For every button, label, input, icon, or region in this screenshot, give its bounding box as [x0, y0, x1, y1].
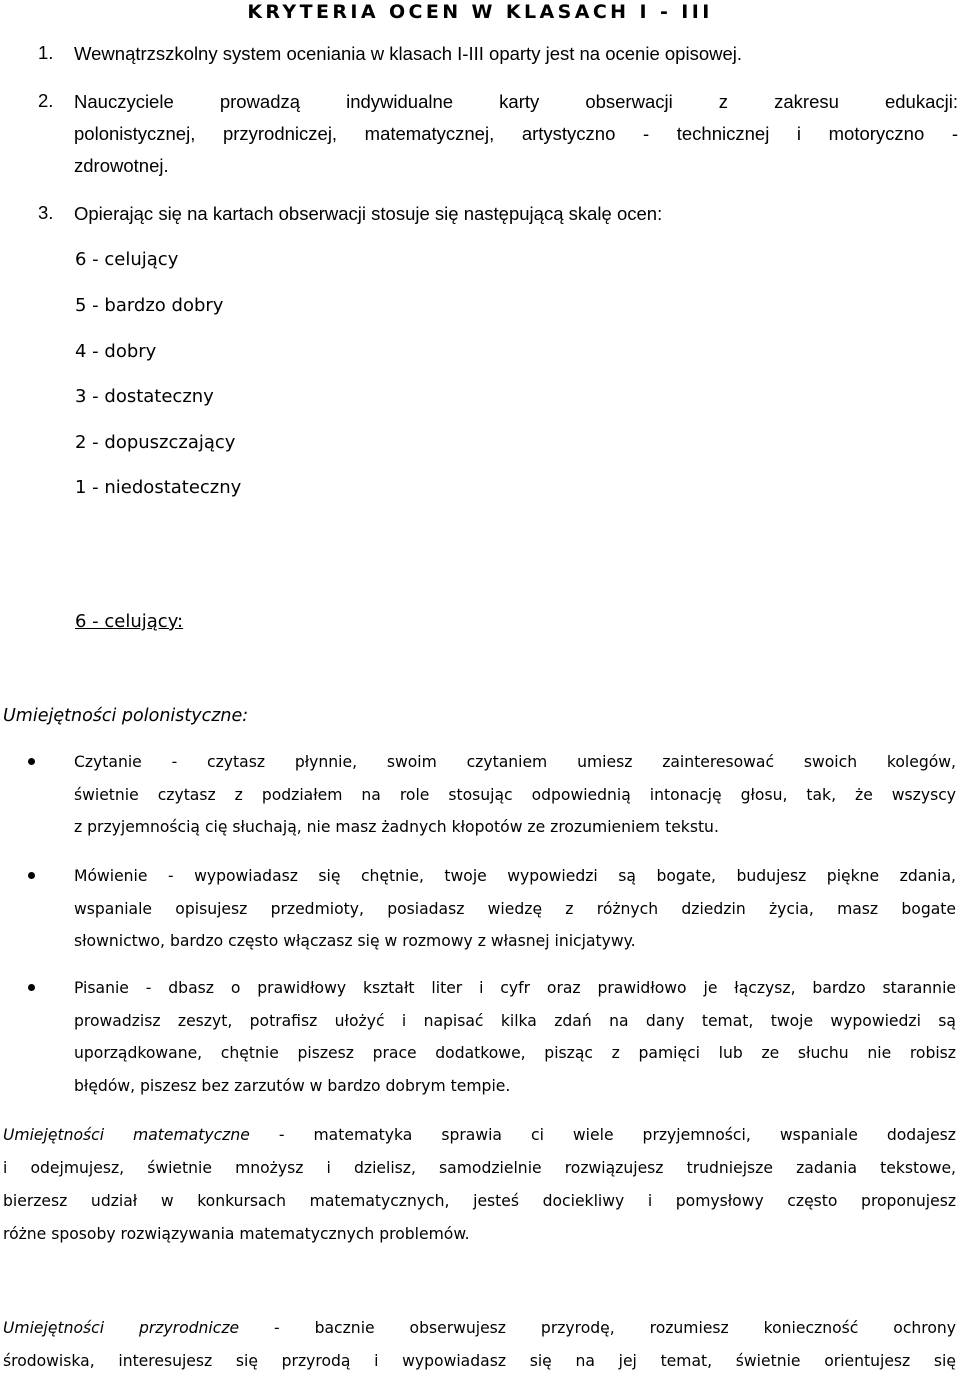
bullet-speaking	[74, 860, 956, 958]
text-line	[3, 1119, 956, 1152]
text-line: Czytanie - czytasz płynnie, swoim czytaniem umiesz zainteresować swoich kolegów,	[74, 753, 956, 771]
bullet-icon	[27, 871, 37, 881]
nature-skills-heading: Umiejętności przyrodnicze	[3, 1319, 240, 1337]
text-line: z przyjemnością cię słuchają, nie masz żadnych kłopotów ze zrozumieniem tekstu.	[74, 818, 719, 836]
text-fragment: - matematyka sprawia ci wiele przyjemności, wspaniale dodajesz	[249, 1126, 956, 1144]
text-fragment: - baczn﻿ie obserwujesz przyrodę, rozumiesz konieczność ochrony	[239, 1319, 957, 1337]
text-line: zdrowotnej.	[74, 155, 169, 176]
math-skills-paragraph	[3, 1119, 956, 1251]
text-line: uporządkowane, chętnie piszesz prace dodatkowe, pisząc z pamięci lub ze słuchu nie robisz	[74, 1044, 956, 1062]
bullet-icon	[27, 983, 37, 993]
text-line: błędów, piszesz bez zarzutów w bardzo dobrym tempie.	[74, 1076, 511, 1095]
item-number: 3.	[38, 202, 54, 223]
text-line	[3, 1312, 956, 1345]
bullet-icon	[27, 757, 37, 767]
text-line: i odejmujesz, świetnie mnożysz i dzielisz, samodzielnie rozwiązujesz trudniejsze zadania tekstowe,	[3, 1159, 956, 1177]
item-text: Opierając się na kartach obserwacji stosuje się następującą skalę ocen:	[74, 203, 663, 224]
scale-item: 4 - dobry	[75, 341, 157, 362]
math-skills-heading: Umiejętności matematyczne	[3, 1126, 250, 1144]
text-line: bierzesz udział w konkursach matematycznych, jesteś dociekliwy i pomysłowy często proponujesz	[3, 1192, 956, 1210]
text-line: Mówienie - wypowiadasz się chętnie, twoje wypowiedzi są bogate, budujesz piękne zdania,	[74, 867, 956, 885]
item-text: Wewnątrzszkolny system oceniania w klasach I-III oparty jest na ocenie opisowej.	[74, 43, 743, 64]
scale-item: 5 - bardzo dobry	[75, 295, 224, 316]
text-line: polonistycznej, przyrodniczej, matematycznej, artystyczno - technicznej i motoryczno -	[74, 123, 958, 144]
text-line: środowiska, interesujesz się przyrodą i wypowiadasz się na jej temat, świetnie orientujesz się	[3, 1352, 956, 1370]
scale-item: 1 - niedostateczny	[75, 477, 242, 498]
polish-skills-heading: Umiejętności polonistyczne:	[3, 706, 249, 726]
scale-item: 6 - celujący	[75, 249, 179, 270]
text-line: świetnie czytasz z podziałem na role stosując odpowiednią intonację głosu, tak, że wszyscy	[74, 785, 956, 804]
text-line: Nauczyciele prowadzą indywidualne karty obserwacji z zakresu edukacji:	[74, 91, 958, 112]
bullet-writing	[74, 972, 956, 1102]
bullet-reading	[74, 746, 956, 844]
scale-item: 2 - dopuszczający	[75, 432, 236, 453]
item-text	[74, 86, 958, 182]
item-number: 2.	[38, 90, 54, 111]
nature-skills-paragraph	[3, 1312, 956, 1378]
text-line: wspaniale opisujesz przedmioty, posiadasz wiedzę z różnych dziedzin życia, masz bogate	[74, 899, 956, 918]
item-number: 1.	[38, 42, 54, 63]
text-line: różne sposoby rozwiązywania matematycznych problemów.	[3, 1225, 470, 1243]
document-title: KRYTERIA OCEN W KLASACH I - III	[247, 1, 713, 23]
grade-heading: 6 - celujący:	[75, 611, 184, 632]
text-line: Pisanie - dbasz o prawidłowy kształt liter i cyfr oraz prawidłowo je łączysz, bardzo starannie	[74, 979, 956, 997]
scale-item: 3 - dostateczny	[75, 386, 214, 407]
text-line: prowadzisz zeszyt, potrafisz ułożyć i napisać kilka zdań na dany temat, twoje wypowiedzi są	[74, 1011, 956, 1030]
text-line: słownictwo, bardzo często włączasz się w rozmowy z własnej inicjatywy.	[74, 932, 636, 950]
